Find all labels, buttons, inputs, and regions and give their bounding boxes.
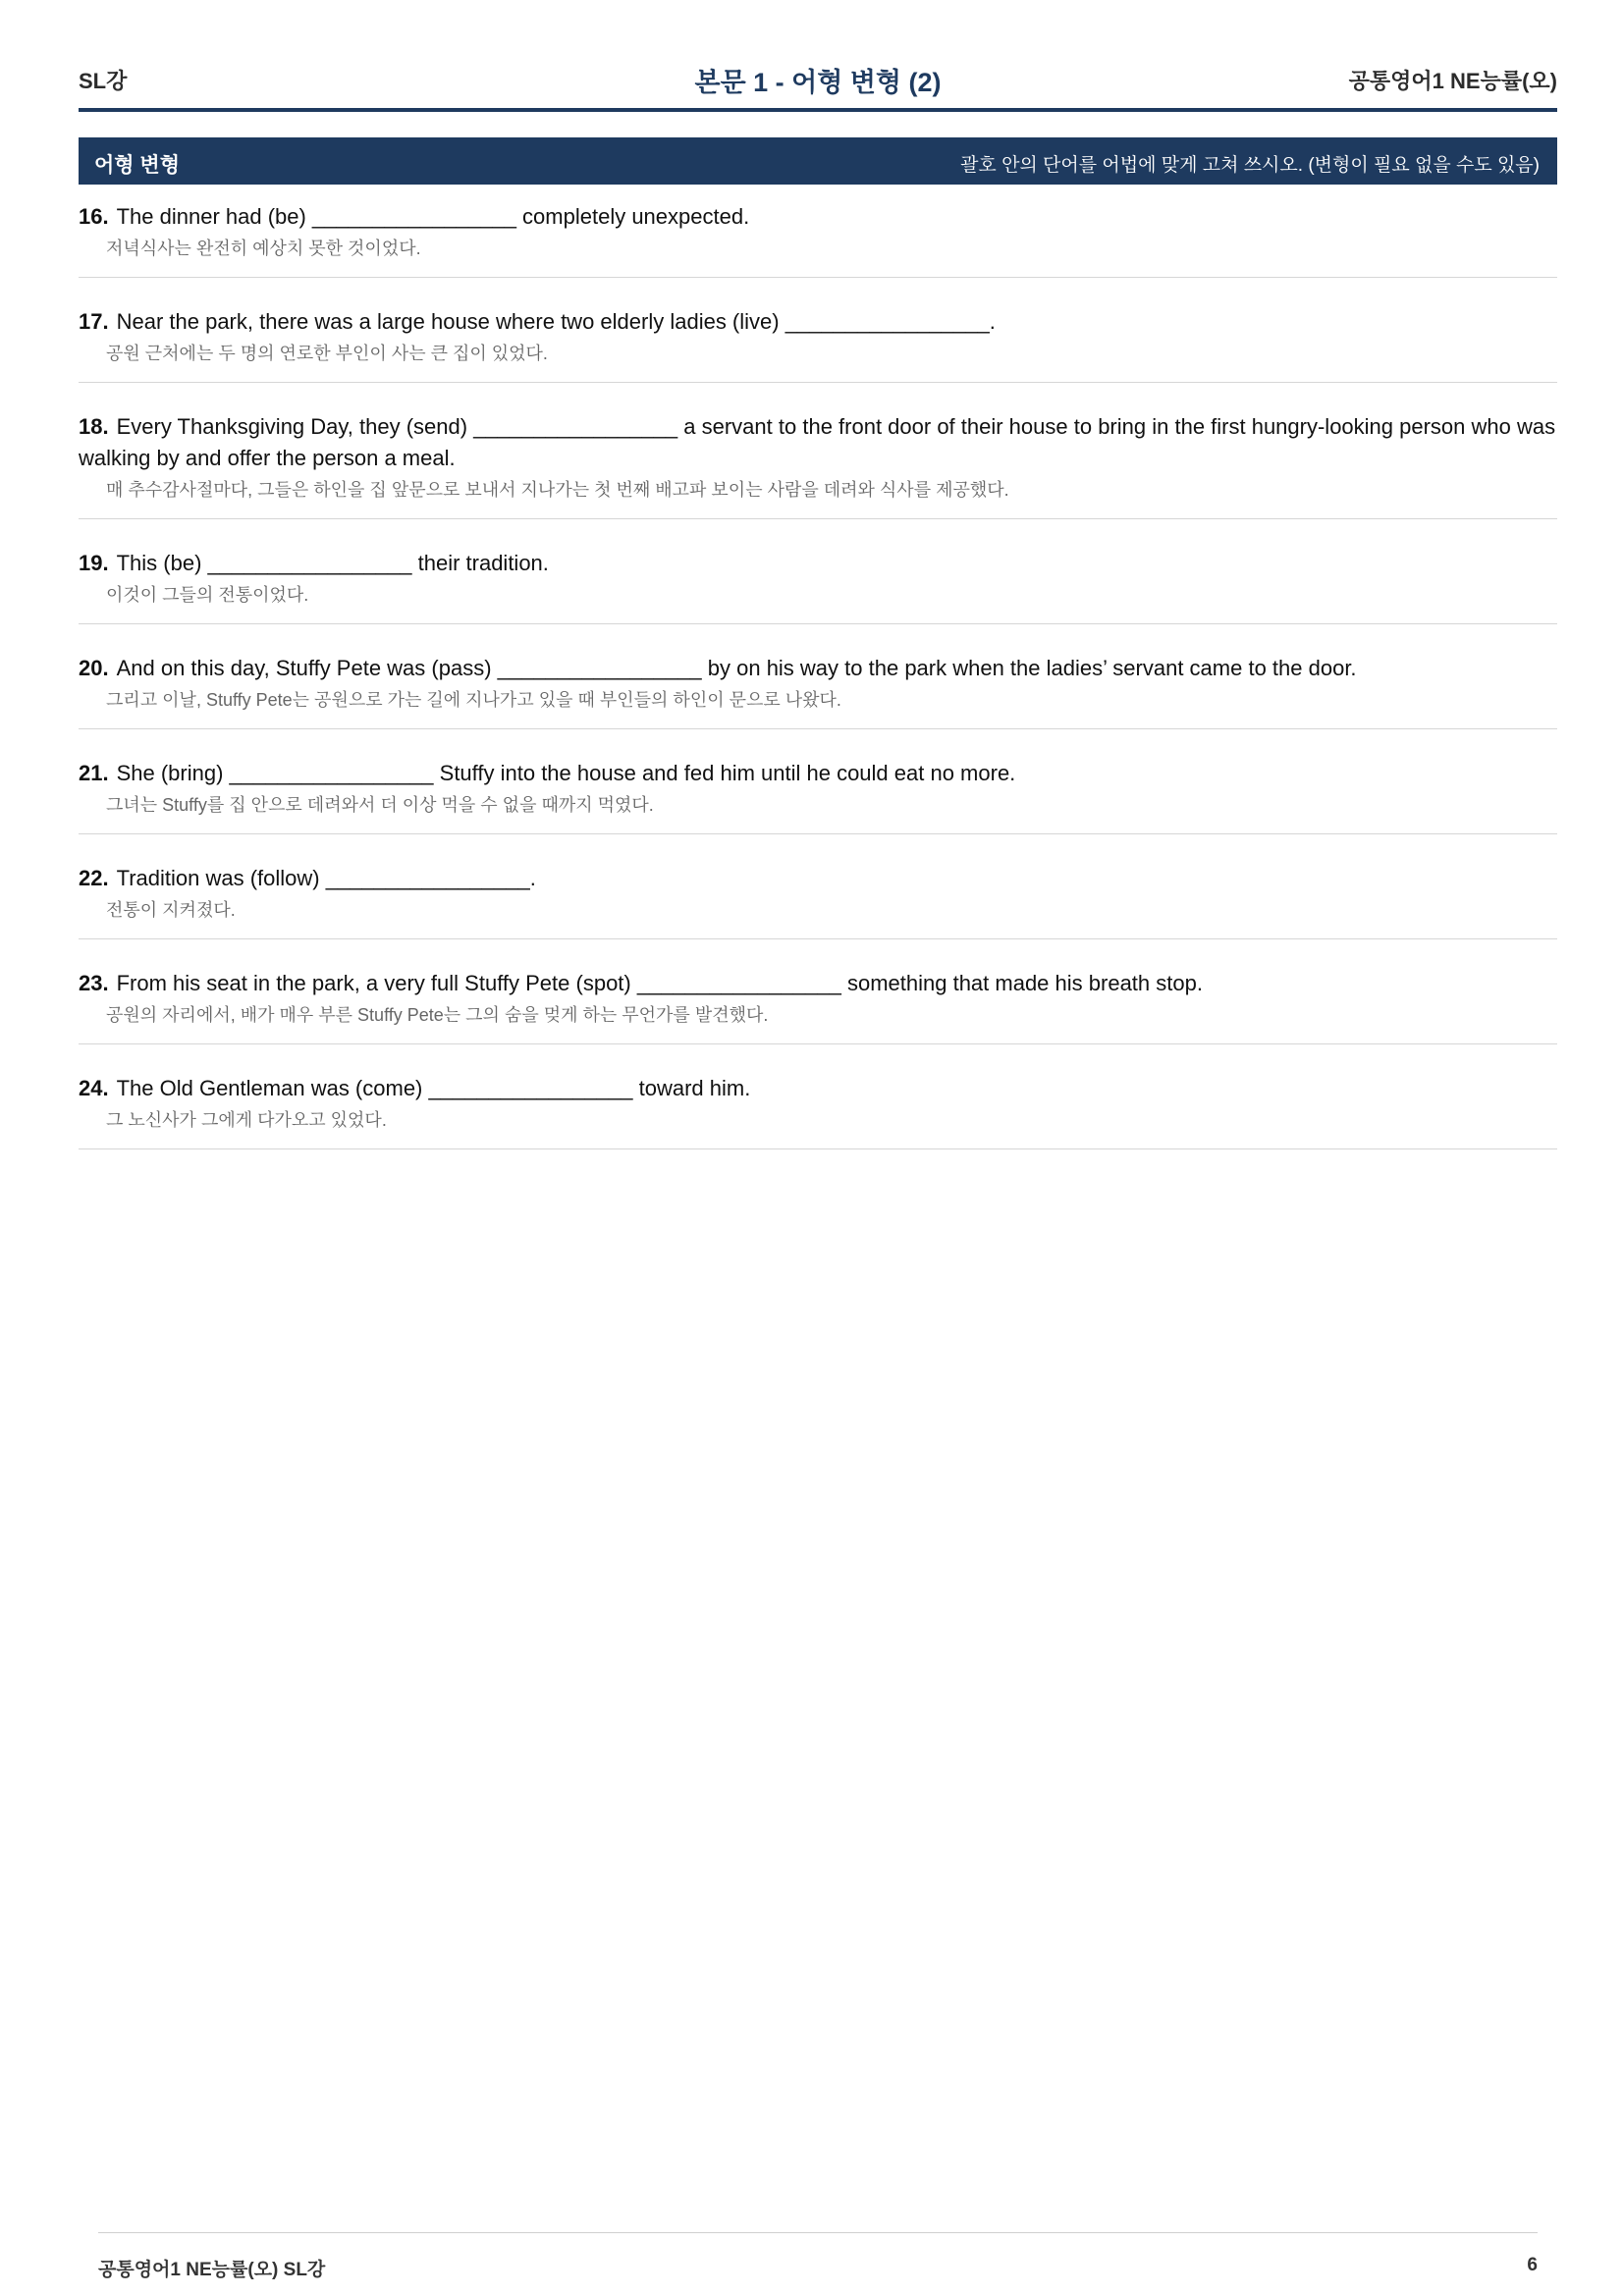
question-translation: 전통이 지켜졌다. [106,900,236,920]
question-item [79,543,1557,624]
page-title: 본문 1 - 어형 변형 (2) [694,68,942,97]
header-course-type: SL강 [79,69,128,93]
question-item [79,753,1557,834]
question-text-line [79,653,1557,684]
question-text-line [79,306,1557,338]
question-text-line [79,548,1557,579]
question-sentence: This (be) _________________ their tradition. [116,551,549,575]
question-number: 23. [79,971,109,995]
question-item [79,648,1557,729]
question-text-line [79,411,1557,474]
question-sentence: She (bring) _________________ Stuffy into the house and fed him until he could eat no more. [116,761,1016,785]
question-text-line [79,863,1557,894]
page-header [79,59,1557,112]
page-number: 6 [1527,2255,1538,2275]
section-title: 어형 변형 [94,154,180,177]
question-number: 16. [79,204,109,229]
section-instruction: 괄호 안의 단어를 어법에 맞게 고쳐 쓰시오. (변형이 필요 없을 수도 있음) [960,155,1540,176]
question-text-line [79,968,1557,999]
header-textbook: 공통영어1 NE능률(오) [1348,69,1557,93]
question-sentence: The Old Gentleman was (come) _________________ toward him. [116,1076,751,1100]
question-list [79,196,1557,1173]
question-sentence: From his seat in the park, a very full Stuffy Pete (spot) _________________ something that made his breath stop. [116,971,1203,995]
question-text-line [79,201,1557,233]
question-item [79,1068,1557,1149]
footer-course-label: 공통영어1 NE능률(오) SL강 [98,2260,326,2280]
question-item [79,858,1557,939]
question-sentence: The dinner had (be) _________________ completely unexpected. [116,204,750,229]
question-translation: 그녀는 Stuffy를 집 안으로 데려와서 더 이상 먹을 수 없을 때까지 먹였다. [106,795,654,815]
section-bar [79,137,1557,185]
question-translation: 공원 근처에는 두 명의 연로한 부인이 사는 큰 집이 있었다. [106,344,548,363]
question-number: 17. [79,309,109,334]
question-number: 24. [79,1076,109,1100]
question-sentence: Tradition was (follow) _________________. [116,866,536,890]
question-item [79,406,1557,519]
question-text-line [79,758,1557,789]
question-item [79,196,1557,278]
question-number: 21. [79,761,109,785]
question-sentence: Every Thanksgiving Day, they (send) _________________ a servant to the front door of their house to bring in the first hungry-looking person who was walking by and offer the person a meal. [79,414,1556,470]
question-translation: 그 노신사가 그에게 다가오고 있었다. [106,1110,387,1130]
question-translation: 그리고 이날, Stuffy Pete는 공원으로 가는 길에 지나가고 있을 때 부인들의 하인이 문으로 나왔다. [106,690,841,710]
question-item [79,963,1557,1044]
page-footer [98,2232,1538,2282]
question-sentence: Near the park, there was a large house where two elderly ladies (live) _________________. [116,309,996,334]
question-translation: 매 추수감사절마다, 그들은 하인을 집 앞문으로 보내서 지나가는 첫 번째 배고파 보이는 사람을 데려와 식사를 제공했다. [106,480,1009,500]
question-translation: 공원의 자리에서, 배가 매우 부른 Stuffy Pete는 그의 숨을 멎게 하는 무언가를 발견했다. [106,1005,769,1025]
question-sentence: And on this day, Stuffy Pete was (pass) _________________ by on his way to the park when the ladies’ servant came to the door. [116,656,1357,680]
question-item [79,301,1557,383]
question-text-line [79,1073,1557,1104]
question-number: 22. [79,866,109,890]
question-number: 18. [79,414,109,439]
question-number: 20. [79,656,109,680]
question-translation: 저녁식사는 완전히 예상치 못한 것이었다. [106,239,421,258]
question-number: 19. [79,551,109,575]
question-translation: 이것이 그들의 전통이었다. [106,585,309,605]
